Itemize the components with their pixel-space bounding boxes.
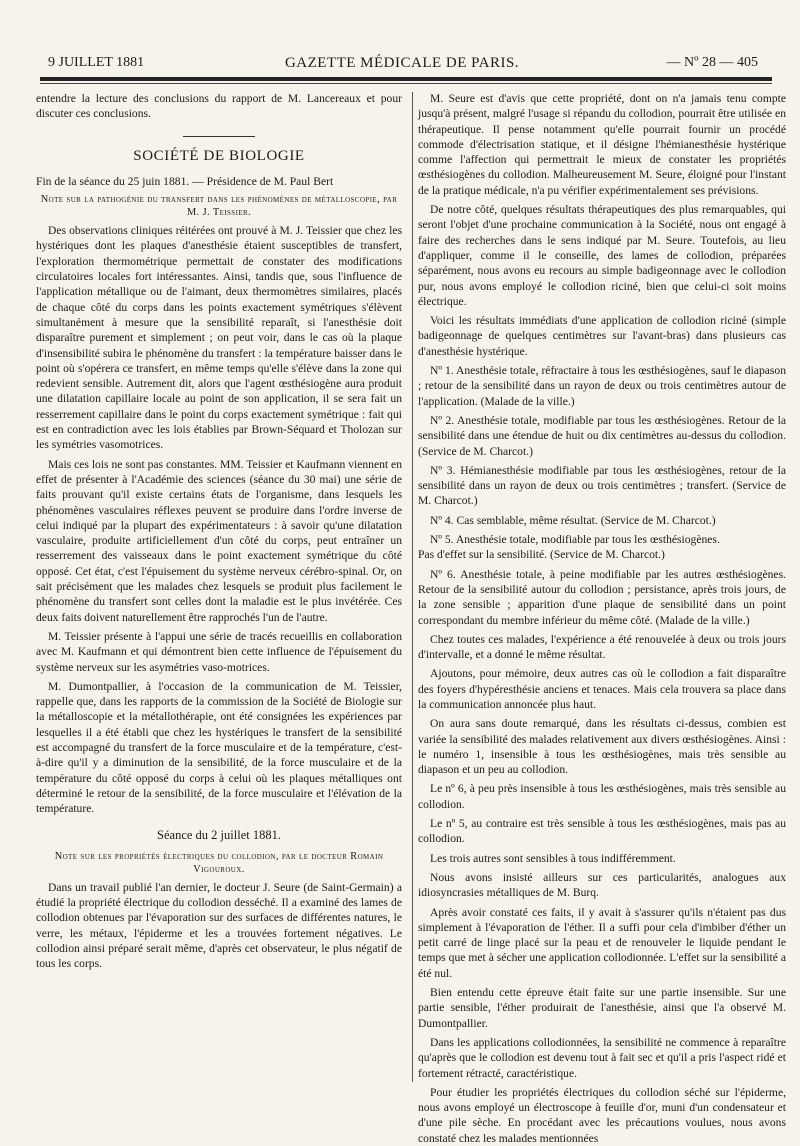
paragraph: Mais ces lois ne sont pas constantes. MM. Teissier et Kaufmann viennent en effet de présenter à l'Académie des sciences (séance du 30 mai) une série de faits prouvant qu'il existe certains états de l'organisme, dans lesquels les phénomènes vasculaires réflexes peuvent se produire dans l'ordre inverse de celui indiqué par la plupart des expérimentateurs : à savoir qu'une dilatation vasculaire, produite artificiellement d'un côté du corps, peut entraîner un resserrement des vaisseaux dans le point exactement symétrique du côté opposé. Cet état, c'est l'épuisement du système nerveux cérébro-spinal. Or, on sait précisément que les malades chez lesquels se produit plus facilement le phénomène du transfert sont celles dont la maladie est le plus invétérée. Ces deux faits doivent naturellement être rapprochés l'un de l'autre.	[36, 457, 402, 624]
paragraph: Le nº 6, à peu près insensible à tous les œsthésiogènes, mais très sensible au collodion.	[418, 782, 786, 811]
right-column	[418, 91, 786, 1146]
paragraph: Les trois autres sont sensibles à tous indifféremment.	[430, 851, 676, 865]
header-rule-thin	[40, 83, 772, 84]
header-rule-thick	[40, 77, 772, 81]
journal-title: GAZETTE MÉDICALE DE PARIS.	[284, 55, 520, 71]
paragraph: De notre côté, quelques résultats thérapeutiques des plus remarquables, qui seront l'objet d'une prochaine communication à la Société, nous ont engagé à faire des recherches dans le sens indiqué par M. Seure. Toutefois, au lieu d'appliquer, comme il le conseille, des lames de collodion, préparées séparément, nous avons eu recours au simple badigeonnage avec le collodion pur, nous avons employé le collodion riciné, bien que celui-ci soit moins électrique.	[418, 203, 786, 308]
paragraph: Chez toutes ces malades, l'expérience a été renouvelée à deux ou trois jours d'intervalle, et a donné le même résultat.	[418, 632, 786, 662]
seance-heading: Séance du 2 juillet 1881.	[157, 828, 281, 843]
case-2: Nº 2. Anesthésie totale, modifiable par tous les œsthésiogènes. Retour de la sensibilité dans une étendue de huit ou dix centimètres au-dessus du collodion. (Service de M. Charcot.)	[418, 413, 786, 458]
case-3: Nº 3. Hémianesthésie modifiable par tous les œsthésiogènes, retour de la sensibilité dans un rayon de deux ou trois centimètres ; transfert. (Service de M. Charcot.)	[418, 463, 786, 508]
note-title-teissier: Note sur la pathogénie du transfert dans les phénomènes de métalloscopie, par M. J. Teissier.	[40, 194, 398, 219]
paragraph: Pour étudier les propriétés électriques du collodion séché sur l'épiderme, nous avons employé un électroscope à feuille d'or, muni d'un condensateur et d'une pile sèche. En procédant avec les précautions voulues, nous avons constaté chez les malades mentionnées	[418, 1085, 786, 1145]
section-separator	[183, 136, 255, 137]
session-line: Fin de la séance du 25 juin 1881. — Présidence de M. Paul Bert	[36, 174, 334, 188]
paragraph: Dans les applications collodionnées, la sensibilité ne commence à reparaître qu'après que le collodion est devenu tout à fait sec et qu'il a pris l'aspect ridé et fortement rétracté, caractéristique.	[418, 1035, 786, 1080]
case-5-result: Pas d'effet sur la sensibilité. (Service de M. Charcot.)	[418, 548, 665, 562]
paragraph: Bien entendu cette épreuve était faite sur une partie insensible. Sur une partie sensible, l'éther produirait de l'anesthésie, ainsi que l'a observé M. Dumontpallier.	[418, 986, 786, 1030]
paragraph: Des observations cliniques réitérées ont prouvé à M. J. Teissier que chez les hystériques dont les plaques d'anesthésie étaient susceptibles de transfert, l'exploration thermométrique permettait de constater des modifications circulatoires locales fort intéressantes. Ainsi, tandis que, sous l'influence de l'application métallique ou de l'aimant, deux thermomètres similaires, placés de chaque côté du corps dans les points exactement symétriques s'élèvent simultanément à mesure que la sensibilité reparaît, si l'anesthésie doit disparaître purement et simplement ; on peut voir, dans le cas où la plaque d'insensibilité subira le phénomène du transfert : la température baisser dans le point où s'opérera ce transfert, en même temps qu'elle s'élève dans la zone qui redevient sensible. Autrement dit, alors que l'agent œsthésiogène aura produit une dilatation capillaire locale au point de son application, il se sera fait un resserrement capillaire dans le point du corps exactement symétrique : fait qui est en contradiction avec les lois établies par Brown-Séquard et Tholozan sur les symétries vasomotrices.	[36, 224, 402, 452]
note-title-vigouroux: Note sur les propriétés électriques du collodion, par le docteur Romain Vigouroux.	[54, 850, 384, 875]
paragraph: M. Seure est d'avis que cette propriété, dont on n'a jamais tenu compte jusqu'à présent, malgré l'usage si répandu du collodion, pourrait être utilisée en thérapeutique. Il pense notamment qu'elle pourrait fournir un procédé commode d'électrisation statique, et il désigne l'hémianesthésie hystérique comme l'affection qui permettrait le mieux de constater les propriétés œsthésiogènes du collodion. Malheureusement M. Seure, éloigné pour l'instant de la pratique médicale, n'a pu vérifier expérimentalement ses prévisions.	[418, 92, 786, 197]
section-title: SOCIÉTÉ DE BIOLOGIE	[133, 147, 305, 164]
paragraph: Nous avons insisté ailleurs sur ces particularités, analogues aux idiosyncrasies métalliques de M. Burq.	[418, 870, 786, 900]
paragraph: Voici les résultats immédiats d'une application de collodion riciné (simple badigeonnage de quelques centimètres sur l'avant-bras) dans plusieurs cas d'anesthésie hystérique.	[418, 314, 786, 358]
paragraph: On aura sans doute remarqué, dans les résultats ci-dessus, combien est variée la sensibilité des malades relativement aux divers œsthésiogènes. Ainsi : le numéro 1, insensible à tous les œsthésiogènes, mais très sensible au diapason et un peu au collodion.	[418, 717, 786, 777]
case-5: Nº 5. Anesthésie totale, modifiable par tous les œsthésiogènes.	[430, 533, 720, 547]
case-4: Nº 4. Cas semblable, même résultat. (Service de M. Charcot.)	[430, 513, 716, 527]
column-divider	[412, 92, 413, 1082]
paragraph: Le nº 5, au contraire est très sensible à tous les œsthésiogènes, mais pas au collodion.	[418, 817, 786, 846]
issue-date: 9 JUILLET 1881	[48, 55, 145, 70]
issue-number: — Nº 28 — 405	[666, 55, 758, 70]
paragraph: Dans un travail publié l'an dernier, le docteur J. Seure (de Saint-Germain) a étudié la propriété électrique du collodion desséché. Il a examiné des lames de collodion obtenues par l'évaporation sur des surfaces de différentes natures, le verre, les métaux, l'épiderme et les a trouvées fortement négatives. Le collodion ainsi préparé serait même, d'après cet observateur, le plus négatif de tous les corps.	[36, 880, 402, 971]
left-column	[36, 91, 402, 972]
paragraph: M. Dumontpallier, à l'occasion de la communication de M. Teissier, rappelle que, dans les rapports de la commission de la Société de Biologie sur la métalloscopie et la métallothérapie, ont été consignées les expériences par lesquelles il a été établi que chez les hystériques le transfert de la sensibilité est accompagné du transfert de la force musculaire et de la température, c'est-à-dire qu'il y a diminution de la sensibilité, de la force musculaire et de la température du côté opposé du corps à celui où les plaques métalliques ont déterminé le retour de la sensibilité, de la force musculaire et l'élévation de la température.	[36, 679, 402, 816]
case-6: Nº 6. Anesthésie totale, à peine modifiable par les autres œsthésiogènes. Retour de la sensibilité autour du collodion ; persistance, après trois jours, de la zone sensible ; apparition d'une plaque de sensibilité dans un point correspondant du membre inférieur du même côté. (Malade de la ville.)	[418, 567, 786, 627]
paragraph: M. Teissier présente à l'appui une série de tracés recueillis en collaboration avec M. Kaufmann et qui démontrent bien cette influence de l'épuisement du système nerveux sur les asymétries vaso-motrices.	[36, 629, 402, 674]
paragraph: Après avoir constaté ces faits, il y avait à s'assurer qu'ils n'étaient pas dus simplement à l'évaporation de l'éther. Il a suffi pour cela d'imbiber d'éther un petit carré de linge placé sur la peau et de renouveler le liquide pendant le temps que met à sécher une application collodionnée. L'effet sur la sensibilité a été nul.	[418, 905, 786, 980]
page-header	[44, 52, 760, 74]
case-1: Nº 1. Anesthésie totale, réfractaire à tous les œsthésiogènes, sauf le diapason ; retour de la sensibilité dans un rayon de deux ou trois centimètres autour de l'application. (Malade de la ville.)	[418, 364, 786, 408]
paragraph: Ajoutons, pour mémoire, deux autres cas où le collodion a fait disparaître des foyers d'hypéresthésie anciens et tenaces. Mais cela trouvera sa place dans la communication annoncée plus haut.	[418, 667, 786, 711]
intro-paragraph: entendre la lecture des conclusions du rapport de M. Lancereaux et pour discuter ces conclusions.	[36, 92, 402, 121]
